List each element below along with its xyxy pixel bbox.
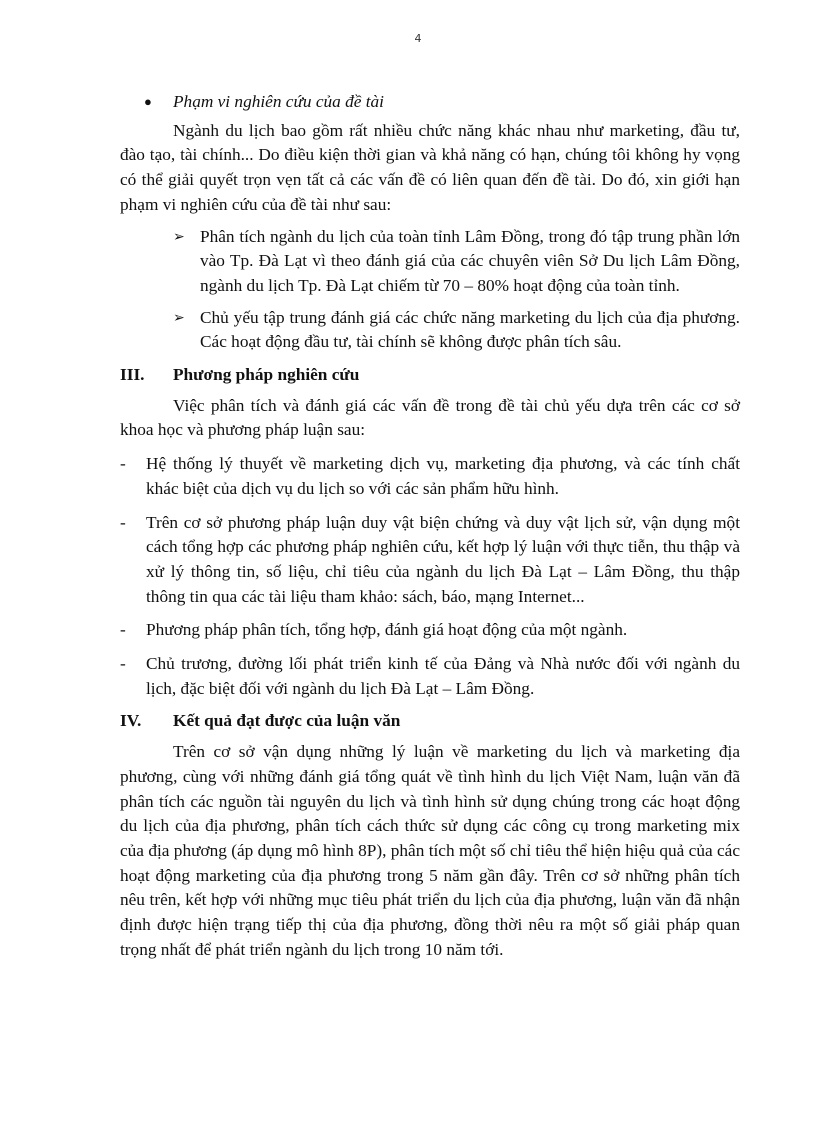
arrow-bullet-icon: ➢ bbox=[173, 309, 185, 326]
dash-bullet-icon: - bbox=[120, 512, 126, 532]
scope-list-item bbox=[120, 225, 740, 299]
bullet-dot-icon: ● bbox=[144, 94, 152, 109]
dash-bullet-icon: - bbox=[120, 654, 126, 674]
method-item-text: Trên cơ sở phương pháp luận duy vật biện chứng và duy vật lịch sử, vận dụng một cách tổng hợp các phương pháp nghiên cứu, kết hợp lý luận với thực tiễn, thu thập và xử lý thông tin, số liệu, chỉ tiêu của ngành du lịch Đà Lạt – Lâm Đồng, thu thập thông tin qua các tài liệu tham khảo: sách, báo, mạng Internet... bbox=[146, 512, 740, 606]
section-3-heading bbox=[120, 363, 740, 388]
scope-intro: Ngành du lịch bao gồm rất nhiều chức năng khác nhau như marketing, đầu tư, đào tạo, tài chính... Do điều kiện thời gian và khả năng có hạn, chúng tôi không hy vọng có thể giải quyết trọn vẹn tất cả các vấn đề có liên quan đến đề tài. Do đó, xin giới hạn phạm vi nghiên cứu của đề tài như sau: bbox=[120, 120, 740, 214]
scope-title: Phạm vi nghiên cứu của đề tài bbox=[173, 92, 384, 111]
section-4-number: IV. bbox=[120, 711, 142, 731]
scope-item-text: Phân tích ngành du lịch của toàn tỉnh Lâm Đồng, trong đó tập trung phần lớn vào Tp. Đà Lạt vì theo đánh giá của các chuyên viên Sở Du lịch Lâm Đồng, ngành du lịch Tp. Đà Lạt chiếm từ 70 – 80% hoạt động của toàn tỉnh. bbox=[200, 226, 740, 295]
scope-heading bbox=[120, 90, 740, 115]
scope-list-item bbox=[120, 306, 740, 355]
method-list-item bbox=[120, 452, 740, 501]
method-item-text: Hệ thống lý thuyết về marketing dịch vụ, marketing địa phương, và các tính chất khác biệt của dịch vụ du lịch so với các sản phẩm hữu hình. bbox=[146, 454, 740, 498]
dash-bullet-icon: - bbox=[120, 620, 126, 640]
page-content bbox=[120, 90, 740, 963]
section-3-intro: Việc phân tích và đánh giá các vấn đề trong đề tài chủ yếu dựa trên các cơ sở khoa học và phương pháp luận sau: bbox=[120, 395, 740, 440]
method-item-text: Chủ trương, đường lối phát triển kinh tế của Đảng và Nhà nước đối với ngành du lịch, đặc biệt đối với ngành du lịch Đà Lạt – Lâm Đồng. bbox=[146, 654, 740, 698]
dash-bullet-icon: - bbox=[120, 454, 126, 474]
section-4-title: Kết quả đạt được của luận văn bbox=[173, 711, 401, 731]
section-4-body: Trên cơ sở vận dụng những lý luận về marketing du lịch và marketing địa phương, cùng với những đánh giá tổng quát về tình hình du lịch Việt Nam, luận văn đã phân tích các nguồn tài nguyên du lịch và tình hình sử dụng chúng trong các hoạt động du lịch của địa phương, phân tích cách thức sử dụng các công cụ trong marketing mix của địa phương (áp dụng mô hình 8P), phân tích một số chỉ tiêu thể hiện hiệu quả của các hoạt động marketing của địa phương trong 5 năm gần đây. Trên cơ sở những phân tích nêu trên, kết hợp với những mục tiêu phát triển du lịch của địa phương, luận văn đã nhận định được hiện trạng tiếp thị của địa phương, đồng thời nêu ra một số giải pháp quan trọng nhất để phát triển ngành du lịch trong 10 năm tới. bbox=[120, 742, 740, 959]
section-3-title: Phương pháp nghiên cứu bbox=[173, 365, 360, 385]
scope-item-text: Chủ yếu tập trung đánh giá các chức năng marketing du lịch của địa phương. Các hoạt động đầu tư, tài chính sẽ không được phân tích sâu. bbox=[200, 307, 740, 352]
method-list-item bbox=[120, 652, 740, 701]
method-list-item bbox=[120, 618, 740, 643]
arrow-bullet-icon: ➢ bbox=[173, 228, 185, 245]
method-item-text: Phương pháp phân tích, tổng hợp, đánh giá hoạt động của một ngành. bbox=[146, 620, 628, 640]
page-number: 4 bbox=[414, 32, 422, 45]
section-3-number: III. bbox=[120, 365, 145, 385]
method-list-item bbox=[120, 511, 740, 610]
section-4-heading bbox=[120, 709, 740, 734]
